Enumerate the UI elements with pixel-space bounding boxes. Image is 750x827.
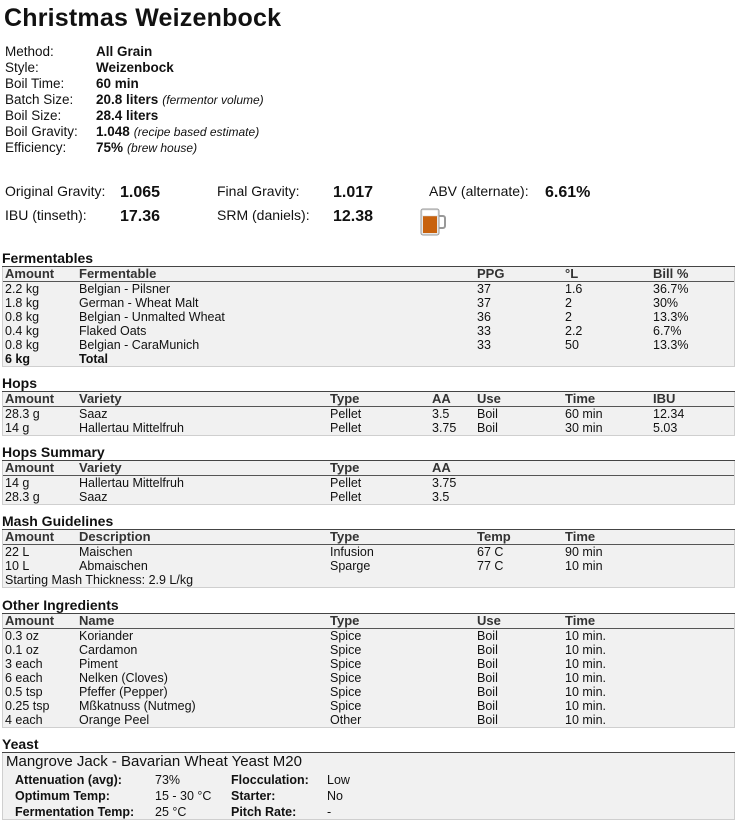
table-cell: 60 min [565,407,603,421]
table-cell: Boil [477,407,498,421]
table-cell: Spice [330,657,362,671]
mash-thickness-note: Starting Mash Thickness: 2.9 L/kg [5,573,194,587]
table-row [3,296,734,310]
og-value: 1.065 [120,184,161,201]
meta-value: 75% [96,140,124,155]
table-cell: Spice [330,699,362,713]
table-row [3,282,734,297]
table-cell: 12.34 [653,407,685,421]
table-cell: Spice [330,671,362,685]
column-header: Amount [3,392,77,407]
table-cell: 2 [565,310,572,324]
table-cell: 2.2 kg [5,282,40,296]
table-cell: 10 min. [565,699,606,713]
table-header-row [3,530,734,545]
table-cell: 36 [477,310,491,324]
table-cell: Flaked Oats [79,324,147,338]
table-cell: 10 min. [565,657,606,671]
table-cell: 28.3 g [5,407,40,421]
meta-label: Boil Time: [5,76,65,91]
table-cell: Boil [477,629,498,643]
meta-note: (recipe based estimate) [133,125,260,139]
attenuation-label: Attenuation (avg): [15,773,122,787]
fermentation-temp-value: 25 °C [155,805,187,819]
meta-label: Method: [5,44,54,59]
total-amount: 6 kg [5,352,31,366]
table-cell: Belgian - Unmalted Wheat [79,310,225,324]
meta-row-boil-time [5,76,264,92]
hops-table [3,392,734,435]
table-cell: 13.3% [653,338,689,352]
srm-label: SRM (daniels): [217,207,310,223]
starter-label: Starter: [231,789,276,803]
table-row [3,559,734,573]
table-cell: Orange Peel [79,713,150,727]
table-row [3,657,734,671]
table-cell: 90 min [565,545,603,559]
hops-section [2,375,735,436]
optimum-temp-value: 15 - 30 °C [155,789,212,803]
yeast-details [3,771,734,819]
table-header-row [3,392,734,407]
table-cell: 10 min. [565,671,606,685]
table-row [3,671,734,685]
column-header: Time [563,614,734,629]
column-header: Name [77,614,328,629]
beer-mug-icon [419,207,447,237]
meta-row-batch-size [5,92,264,108]
table-cell: 22 L [5,545,30,559]
attenuation-value: 73% [155,773,181,787]
ibu-label: IBU (tinseth): [5,207,87,223]
table-cell: 1.8 kg [5,296,40,310]
table-cell: 10 min. [565,713,606,727]
table-cell: 33 [477,324,491,338]
table-cell: 14 g [5,476,30,490]
meta-row-efficiency [5,140,264,156]
other-ingredients-table [3,614,734,727]
table-cell: Boil [477,699,498,713]
meta-note: (brew house) [127,141,198,155]
table-cell: 0.25 tsp [5,699,50,713]
column-header: Use [475,392,563,407]
meta-value: 20.8 liters [96,92,159,107]
meta-label: Efficiency: [5,140,67,155]
table-cell: Piment [79,657,118,671]
fg-value: 1.017 [333,184,374,201]
table-row [3,699,734,713]
table-cell: 0.3 oz [5,629,40,643]
table-cell: 13.3% [653,310,689,324]
meta-value: 60 min [96,76,139,91]
column-header: Type [328,392,430,407]
table-row [3,490,734,504]
table-cell: 30 min [565,421,603,435]
meta-row-boil-size [5,108,264,124]
table-row [3,338,734,352]
meta-value: All Grain [96,44,153,59]
table-cell: Infusion [330,545,374,559]
table-cell: Hallertau Mittelfruh [79,476,184,490]
hops-summary-section [2,444,735,505]
table-cell: 37 [477,282,491,296]
table-header-row [3,267,734,282]
column-header: Type [328,461,430,476]
recipe-meta [5,44,264,156]
table-cell: Koriander [79,629,134,643]
table-cell: Spice [330,685,362,699]
abv-label: ABV (alternate): [429,183,529,199]
total-label: Total [79,352,108,366]
table-cell: Pfeffer (Pepper) [79,685,168,699]
table-cell: Sparge [330,559,371,573]
column-header: Fermentable [77,267,475,282]
table-cell: 6 each [5,671,43,685]
column-header: Variety [77,392,328,407]
table-cell: Boil [477,685,498,699]
table-cell: 10 min. [565,643,606,657]
table-cell: Spice [330,643,362,657]
table-cell: 30% [653,296,679,310]
column-header: Description [77,530,328,545]
column-header: PPG [475,267,563,282]
mash-section [2,513,735,588]
column-header: Amount [3,530,77,545]
table-cell: Boil [477,643,498,657]
table-row [3,421,734,435]
table-cell: Belgian - CaraMunich [79,338,200,352]
table-cell: Spice [330,629,362,643]
meta-label: Batch Size: [5,92,74,107]
table-cell: Saaz [79,407,108,421]
meta-value: Weizenbock [96,60,174,75]
fermentation-temp-label: Fermentation Temp: [15,805,135,819]
meta-row-method [5,44,264,60]
column-header: AA [430,392,475,407]
table-cell: 67 C [477,545,504,559]
flocculation-label: Flocculation: [231,773,309,787]
table-cell: 5.03 [653,421,678,435]
fg-label: Final Gravity: [217,183,300,199]
og-label: Original Gravity: [5,183,106,199]
section-title: Other Ingredients [2,597,735,614]
table-cell: Pellet [330,407,362,421]
table-row [3,643,734,657]
table-cell: 0.8 kg [5,338,40,352]
ibu-value: 17.36 [120,208,161,225]
column-header: Bill % [651,267,734,282]
table-cell: Other [330,713,362,727]
column-header: Amount [3,461,77,476]
table-cell: Boil [477,657,498,671]
starter-value: No [327,789,343,803]
table-cell: Pellet [330,490,362,504]
column-header: IBU [651,392,734,407]
abv-value: 6.61% [545,184,591,201]
table-cell: 1.6 [565,282,583,296]
table-row [3,713,734,727]
flocculation-value: Low [327,773,350,787]
mash-table [3,530,734,573]
optimum-temp-label: Optimum Temp: [15,789,110,803]
table-cell: 3.75 [432,476,457,490]
table-cell: 14 g [5,421,30,435]
yeast-section [2,736,735,820]
table-cell: 2 [565,296,572,310]
table-cell: 50 [565,338,579,352]
section-title: Fermentables [2,250,735,267]
table-row [3,310,734,324]
meta-label: Boil Size: [5,108,62,123]
table-cell: 10 min [565,559,603,573]
column-header: Type [328,530,475,545]
table-cell: Boil [477,671,498,685]
table-row [3,407,734,422]
section-title: Mash Guidelines [2,513,735,530]
table-cell: Mßkatnuss (Nutmeg) [79,699,196,713]
pitch-rate-value: - [327,805,332,819]
meta-value: 28.4 liters [96,108,159,123]
section-title: Hops Summary [2,444,735,461]
table-cell: Boil [477,713,498,727]
meta-row-style [5,60,264,76]
table-cell: Cardamon [79,643,138,657]
column-header: Time [563,530,734,545]
section-title: Yeast [2,736,735,753]
table-cell: 10 min. [565,629,606,643]
column-header: Time [563,392,651,407]
srm-value: 12.38 [333,208,374,225]
table-cell: 37 [477,296,491,310]
column-header: Amount [3,267,77,282]
table-cell: 2.2 [565,324,583,338]
table-header-row [3,614,734,629]
table-cell: 28.3 g [5,490,40,504]
table-row [3,476,734,491]
table-cell: 33 [477,338,491,352]
table-cell: Pellet [330,421,362,435]
table-cell: 3.5 [432,407,450,421]
column-header: °L [563,267,651,282]
meta-note: (fermentor volume) [162,93,264,107]
table-cell: 4 each [5,713,43,727]
meta-label: Style: [5,60,39,75]
meta-value: 1.048 [96,124,130,139]
table-cell: German - Wheat Malt [79,296,199,310]
table-cell: 0.1 oz [5,643,40,657]
total-row [3,352,734,366]
table-cell: 10 min. [565,685,606,699]
table-cell: Hallertau Mittelfruh [79,421,184,435]
table-cell: Nelken (Cloves) [79,671,168,685]
table-cell: Maischen [79,545,133,559]
table-cell: 3.75 [432,421,457,435]
meta-row-boil-gravity [5,124,264,140]
table-row [3,545,734,560]
table-cell: 3.5 [432,490,450,504]
table-cell: 3 each [5,657,43,671]
column-header: Variety [77,461,328,476]
table-cell: Belgian - Pilsner [79,282,171,296]
table-cell: 10 L [5,559,30,573]
table-row [3,629,734,644]
yeast-name: Mangrove Jack - Bavarian Wheat Yeast M20 [6,753,302,770]
table-cell: 0.5 tsp [5,685,43,699]
fermentables-section [2,250,735,367]
pitch-rate-label: Pitch Rate: [231,805,297,819]
table-cell: 0.8 kg [5,310,40,324]
table-cell: Abmaischen [79,559,148,573]
table-cell: Pellet [330,476,362,490]
column-header: AA [430,461,475,476]
table-header-row [3,461,734,476]
column-header: Temp [475,530,563,545]
table-cell: 6.7% [653,324,682,338]
table-cell: 0.4 kg [5,324,40,338]
column-header: Use [475,614,563,629]
recipe-title: Christmas Weizenbock [4,4,282,32]
other-ingredients-section [2,597,735,728]
table-row [3,324,734,338]
section-title: Hops [2,375,735,392]
column-header: Amount [3,614,77,629]
meta-label: Boil Gravity: [5,124,78,139]
table-cell: 77 C [477,559,504,573]
table-row [3,685,734,699]
column-header: Type [328,614,475,629]
fermentables-table [3,267,734,366]
table-cell: Boil [477,421,498,435]
hops-summary-table [3,461,734,504]
table-cell: 36.7% [653,282,689,296]
table-cell: Saaz [79,490,108,504]
